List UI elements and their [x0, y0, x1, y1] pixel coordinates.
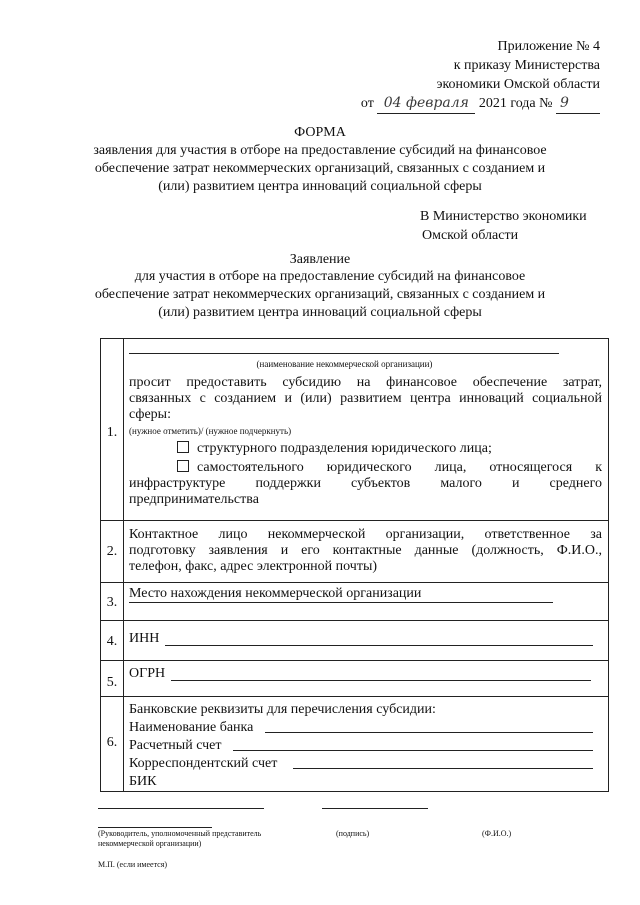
date-year: 2021 года №	[478, 96, 553, 111]
table-row	[101, 339, 608, 520]
signature-separator-line	[98, 827, 212, 828]
signature-line[interactable]	[322, 808, 428, 809]
statement-line: обеспечение затрат некоммерческих организаций, связанных с созданием и	[94, 287, 546, 302]
date-prefix: от	[360, 96, 374, 111]
application-table	[100, 338, 609, 792]
row-number: 2.	[106, 544, 118, 559]
stamp-caption: М.П. (если имеется)	[98, 860, 168, 869]
statement-line: (или) развитием центра инноваций социальной сферы	[158, 305, 482, 320]
request-text	[129, 375, 602, 508]
location-field[interactable]	[129, 602, 553, 603]
appendix-order: к приказу Министерства	[453, 58, 600, 73]
ogrn-field[interactable]	[171, 680, 591, 681]
addressee-line: В Министерство экономики	[420, 209, 587, 224]
date-handwritten: 04 февраля	[377, 94, 475, 114]
table-row	[101, 582, 608, 621]
checkbox-structural[interactable]	[177, 441, 189, 453]
bank-details	[129, 701, 602, 791]
corr-account-label: Корреспондентский счет	[129, 756, 278, 771]
signature-manager-caption	[98, 829, 261, 849]
option-independent-line: инфраструктуре поддержки субъектов малого и среднего	[129, 476, 602, 491]
location-label: Место нахождения некоммерческой организации	[129, 586, 422, 601]
form-subtitle-line: заявления для участия в отборе на предоставление субсидий на финансовое	[93, 143, 547, 158]
inn-label: ИНН	[129, 631, 160, 646]
organization-name-caption: (наименование некоммерческой организации)	[256, 359, 433, 369]
statement-text	[0, 268, 640, 322]
contact-person-text[interactable]	[129, 527, 602, 575]
signature-manager-line[interactable]	[98, 808, 264, 809]
table-row	[101, 696, 608, 792]
appendix-number: Приложение № 4	[497, 39, 600, 54]
corr-account-field[interactable]	[293, 768, 593, 769]
form-subtitle-line: обеспечение затрат некоммерческих организаций, связанных с созданием и	[94, 161, 546, 176]
account-field[interactable]	[233, 750, 593, 751]
bank-name-field[interactable]	[265, 732, 593, 733]
appendix-date-line	[361, 94, 600, 114]
statement-title: Заявление	[289, 252, 351, 267]
ogrn-label: ОГРН	[129, 666, 166, 681]
row-number: 3.	[106, 595, 118, 610]
addressee-line: Омской области	[422, 228, 519, 243]
bik-label: БИК	[129, 774, 157, 789]
option-independent-label: самостоятельного юридического лица, относящегося к	[197, 460, 602, 475]
appendix-ministry: экономики Омской области	[436, 77, 600, 92]
table-row	[101, 620, 608, 661]
table-row	[101, 660, 608, 697]
request-line: сферы:	[129, 407, 171, 422]
signature-caption-line: некоммерческой организации)	[98, 839, 202, 848]
request-line: просит предоставить субсидию на финансовое обеспечение затрат,	[129, 375, 602, 390]
statement-line: для участия в отборе на предоставление субсидий на финансовое	[134, 269, 526, 284]
signature-caption-line: (Руководитель, уполномоченный представитель	[98, 829, 262, 838]
row-number: 5.	[106, 675, 118, 690]
contact-line: телефон, факс, адрес электронной почты)	[129, 559, 378, 574]
option-independent-line: предпринимательства	[129, 492, 259, 507]
form-title: ФОРМА	[294, 125, 346, 140]
signature-caption: (подпись)	[336, 829, 370, 838]
bank-name-label: Наименование банка	[129, 720, 254, 735]
contact-line: подготовку заявления и его контактные данные (должность, Ф.И.О.,	[129, 543, 602, 558]
form-subtitle	[0, 142, 640, 196]
checkbox-independent[interactable]	[177, 460, 189, 472]
option-structural-label: структурного подразделения юридического лица;	[197, 441, 492, 456]
name-caption: (Ф.И.О.)	[482, 829, 512, 838]
contact-line: Контактное лицо некоммерческой организации, ответственное за	[129, 527, 602, 542]
selection-hint: (нужное отметить)/ (нужное подчеркнуть)	[129, 426, 292, 436]
option-structural[interactable]	[129, 441, 602, 457]
account-label: Расчетный счет	[129, 738, 222, 753]
table-row	[101, 520, 608, 583]
row-number: 1.	[106, 425, 118, 440]
bank-details-title: Банковские реквизиты для перечисления субсидии:	[129, 702, 436, 717]
appendix-block	[361, 37, 600, 114]
inn-field[interactable]	[165, 645, 593, 646]
form-subtitle-line: (или) развитием центра инноваций социальной сферы	[158, 179, 482, 194]
row-number: 6.	[106, 735, 118, 750]
request-line: связанных с созданием и (или) развитием центра инноваций социальной	[129, 391, 602, 406]
row-number: 4.	[106, 634, 118, 649]
order-number-handwritten: 9	[556, 94, 600, 114]
organization-name-field[interactable]	[129, 353, 559, 354]
option-independent[interactable]	[129, 460, 602, 476]
addressee	[420, 207, 587, 245]
